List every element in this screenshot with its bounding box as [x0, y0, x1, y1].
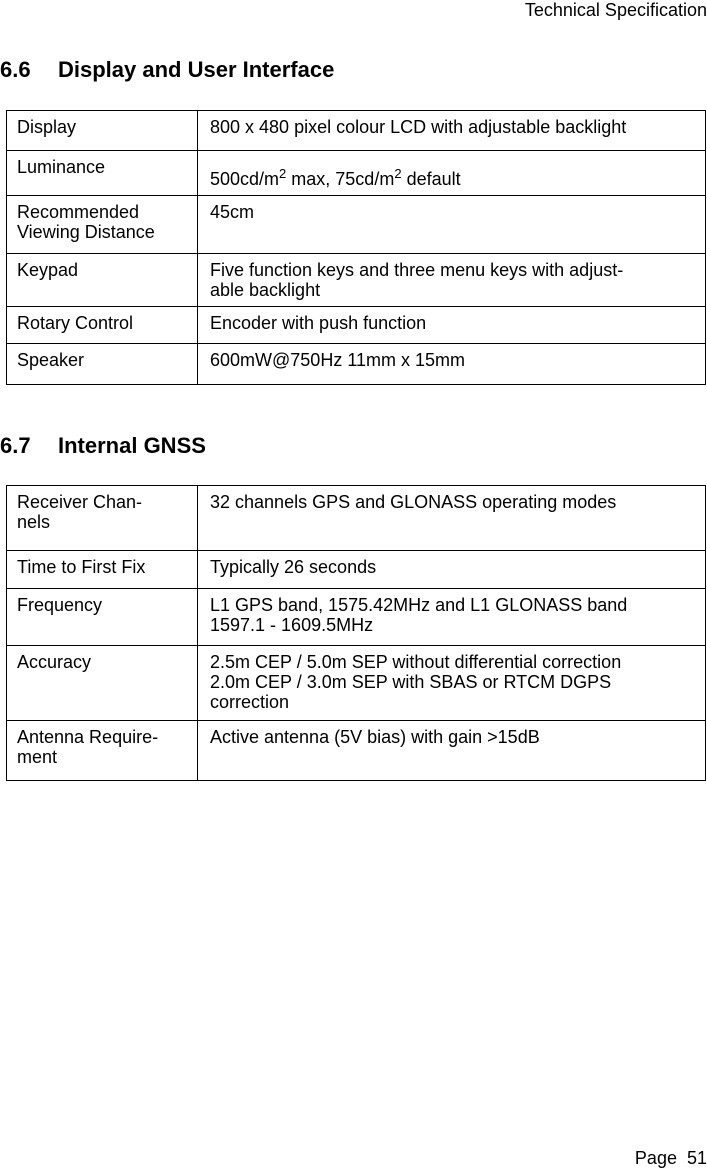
spec-value: Active antenna (5V bias) with gain >15dB — [198, 721, 706, 781]
table-row — [7, 111, 706, 151]
label-line: Receiver Chan- — [17, 492, 143, 512]
spec-value — [198, 151, 706, 196]
spec-value: 45cm — [198, 196, 706, 254]
spec-label: Frequency — [7, 589, 198, 646]
spec-label: Time to First Fix — [7, 551, 198, 589]
value-line: L1 GPS band, 1575.42MHz and L1 GLONASS band — [210, 595, 628, 615]
spec-value: 600mW@750Hz 11mm x 15mm — [198, 344, 706, 385]
spec-label: Keypad — [7, 254, 198, 307]
table-row — [7, 307, 706, 344]
table-row — [7, 151, 706, 196]
label-line: Antenna Require- — [17, 727, 159, 747]
spec-label — [7, 721, 198, 781]
spec-value — [198, 589, 706, 646]
spec-value: Encoder with push function — [198, 307, 706, 344]
superscript: 2 — [394, 166, 402, 181]
table-row — [7, 721, 706, 781]
section-title: Internal GNSS — [58, 433, 206, 458]
label-line: nels — [17, 512, 51, 532]
spec-label: Rotary Control — [7, 307, 198, 344]
spec-value: 800 x 480 pixel colour LCD with adjustable backlight — [198, 111, 706, 151]
page-label: Page — [634, 1148, 677, 1168]
table-row — [7, 486, 706, 551]
spec-label — [7, 486, 198, 551]
value-line: 1597.1 - 1609.5MHz — [210, 615, 374, 635]
spec-value: Typically 26 seconds — [198, 551, 706, 589]
spec-value — [198, 254, 706, 307]
spec-label: Display — [7, 111, 198, 151]
table-row — [7, 589, 706, 646]
gnss-spec-table — [6, 485, 706, 781]
spec-label — [7, 196, 198, 254]
spec-value — [198, 646, 706, 721]
value-line: able backlight — [210, 280, 321, 300]
spec-label: Accuracy — [7, 646, 198, 721]
display-spec-table — [6, 110, 706, 385]
value-line: correction — [210, 692, 290, 712]
label-line: ment — [17, 747, 58, 767]
spec-label: Luminance — [7, 151, 198, 196]
section-heading-gnss — [0, 433, 206, 459]
spec-label: Speaker — [7, 344, 198, 385]
table-row — [7, 254, 706, 307]
luminance-text: 500cd/m — [210, 169, 280, 189]
page-footer — [635, 1148, 707, 1168]
superscript: 2 — [279, 166, 287, 181]
page-number: 51 — [686, 1148, 707, 1168]
value-line: 2.5m CEP / 5.0m SEP without differential correction — [210, 652, 622, 672]
table-row — [7, 344, 706, 385]
table-row — [7, 196, 706, 254]
luminance-text: default — [401, 169, 461, 189]
section-number: 6.6 — [0, 57, 31, 82]
luminance-text: max, 75cd/m — [286, 169, 395, 189]
section-heading-display — [0, 57, 334, 83]
running-header: Technical Specification — [524, 0, 707, 20]
label-line: Recommended — [17, 202, 140, 222]
section-title: Display and User Interface — [58, 57, 335, 82]
section-number: 6.7 — [0, 433, 31, 458]
table-row — [7, 551, 706, 589]
value-line: 2.0m CEP / 3.0m SEP with SBAS or RTCM DGPS — [210, 672, 612, 692]
label-line: Viewing Distance — [17, 222, 155, 242]
spec-value: 32 channels GPS and GLONASS operating modes — [198, 486, 706, 551]
value-line: Five function keys and three menu keys with adjust- — [210, 260, 624, 280]
table-row — [7, 646, 706, 721]
